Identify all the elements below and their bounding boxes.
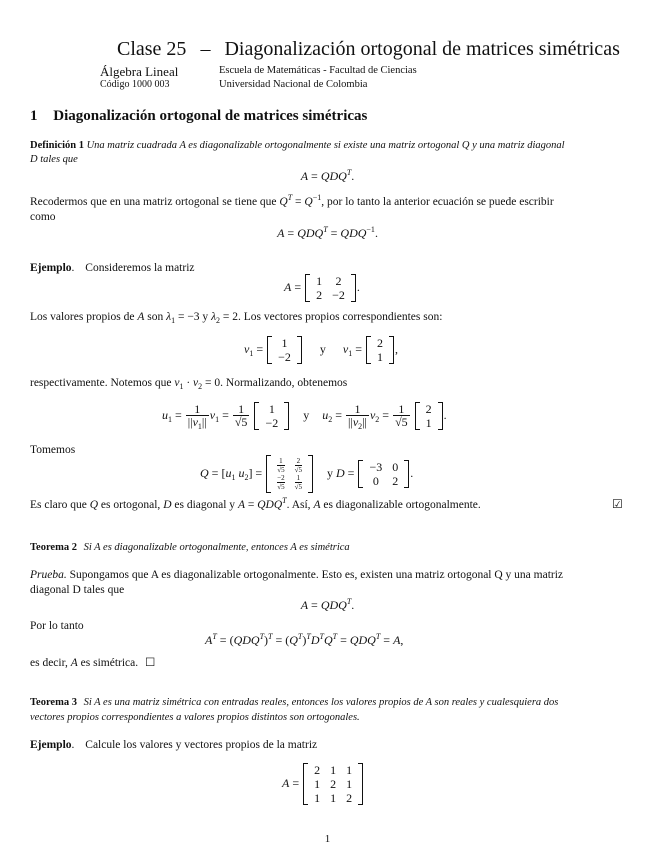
example-2-intro: Ejemplo. Calcule los valores y vectores propios de la matriz xyxy=(30,739,318,751)
proof-equation-2: $A^T = (QDQ^T)^T = (Q^T)^TD^TQ^T = QDQ^T = A$, xyxy=(205,632,404,647)
por-lo-tanto: Por lo tanto xyxy=(30,620,84,632)
recall-paragraph xyxy=(30,193,554,208)
vector-u2-components: 2 1 xyxy=(414,402,444,430)
tomemos-text: Tomemos xyxy=(30,444,76,456)
definition-1 xyxy=(30,140,565,151)
proof-text-2: diagonal D tales que xyxy=(30,584,125,596)
qed-icon: ☐ xyxy=(145,657,156,669)
theorem-3-text-1: Si A es una matriz simétrica con entradas reales, entonces los valores propios de A son reales y cualesquiera dos xyxy=(83,697,559,708)
check-icon: ☑ xyxy=(612,497,623,511)
recall-text-b: por lo tanto la anterior ecuación se puede escribir xyxy=(327,196,554,208)
vector-u1-components: 1 −2 xyxy=(253,402,290,430)
section-heading xyxy=(30,108,367,125)
Q-and-D-matrices: $Q = [u_1$ $u_2$] = $\frac{1}{√5}$ $\frac{2}{√5}$ $\frac{-2}{√5}$ $\frac{1}{√5}$ y D = −3 0 0 2 . xyxy=(200,457,414,491)
course-name: Álgebra Lineal xyxy=(100,64,179,79)
recall-inline-math: $Q^T = Q^{-1}$, xyxy=(279,193,325,208)
example-label: Ejemplo xyxy=(30,262,72,274)
respectively-text: respectivamente. Notemos que $v_1 \cdot v_2 = 0$. Normalizando, obtenemos xyxy=(30,377,348,391)
matrix-3x3: 2 1 1 1 2 1 1 1 2 xyxy=(302,763,364,805)
section-title: Diagonalización ortogonal de matrices simétricas xyxy=(53,108,368,124)
definition-equation: $A = QDQ^T$. xyxy=(300,168,355,183)
title-class: Clase 25 xyxy=(117,38,187,60)
theorem-3-text-2: vectores propios correspondientes a valores propios distintos son ortogonales. xyxy=(30,712,360,723)
eigenvalues-text: Los valores propios de A son $\lambda_1 = -3$ y $\lambda_2 = 2$. Los vectores propios correspondientes son: xyxy=(30,311,443,325)
section-number: 1 xyxy=(30,108,38,124)
matrix-A: 1 2 2 −2 xyxy=(304,274,357,302)
recall-equation: $A = QDQ^T = QDQ^{-1}$. xyxy=(277,225,378,240)
es-decir: es decir, A es simétrica. ☐ xyxy=(30,657,156,669)
eigenvectors: $v_1$ = 1 −2 y $v_1$ = 2 1 , xyxy=(244,336,398,364)
proof-equation-1: $A = QDQ^T$. xyxy=(300,597,355,612)
university-name: Universidad Nacional de Colombia xyxy=(219,79,368,90)
theorem-2-label: Teorema 2 xyxy=(30,542,77,553)
recall-text-a: Recodermos que en una matriz ortogonal se tiene que xyxy=(30,196,277,208)
normalized-vectors: $u_1$ = $\frac{1}{||v_1||}$ $v_1$ = $\frac{1}{√5}$ 1 −2 y $u_2$ = $\frac{1}{||v_2||}$ $v_2$ = $\frac{1}{√5}$ 2 1 . xyxy=(162,402,447,431)
example-intro-text: Consideremos la matriz xyxy=(85,262,195,274)
course-code: Código 1000 003 xyxy=(100,79,170,90)
theorem-3 xyxy=(30,697,558,708)
example-2-text: Calcule los valores y vectores propios de la matriz xyxy=(85,739,318,751)
example-1-conclusion: Es claro que Q es ortogonal, D es diagonal y $A = QDQ^T$. Así, A es diagonalizable ortogonalmente. xyxy=(30,496,481,511)
theorem-2-text: Si A es diagonalizable ortogonalmente, entonces A es simétrica xyxy=(83,542,350,553)
title xyxy=(117,38,620,61)
theorem-2 xyxy=(30,542,350,553)
example-2-label: Ejemplo xyxy=(30,739,72,751)
proof-line-1 xyxy=(30,569,563,581)
matrix-Q: $\frac{1}{√5}$ $\frac{2}{√5}$ $\frac{-2}{√5}$ $\frac{1}{√5}$ xyxy=(265,455,314,493)
page-number: 1 xyxy=(324,833,331,845)
example-1-intro: Ejemplo. Consideremos la matriz xyxy=(30,262,195,274)
definition-text: Una matriz cuadrada A es diagonalizable ortogonalmente si existe una matriz ortogonal Q y una matriz diagonal xyxy=(86,140,565,151)
title-dash: – xyxy=(200,38,211,60)
recall-text-2: como xyxy=(30,211,56,223)
matrix-D: −3 0 0 2 xyxy=(357,460,410,488)
and-word: y xyxy=(319,341,326,356)
proof-text-1: Supongamos que A es diagonalizable ortogonalmente. Esto es, existen una matriz ortogonal Q y una matriz xyxy=(69,569,564,581)
proof-label: Prueba. xyxy=(30,569,67,581)
theorem-3-label: Teorema 3 xyxy=(30,697,77,708)
example-2-matrix-equation: A = 2 1 1 1 2 1 1 1 2 xyxy=(282,763,364,805)
school-name: Escuela de Matemáticas - Facultad de Ciencias xyxy=(219,65,417,76)
title-subtitle: Diagonalización ortogonal de matrices simétricas xyxy=(224,38,620,60)
vector-v1: 1 −2 xyxy=(266,336,303,364)
example-1-matrix-equation: A = 1 2 2 −2 . xyxy=(284,274,360,302)
definition-label: Definición 1 xyxy=(30,140,84,151)
vector-v2: 2 1 xyxy=(365,336,395,364)
definition-text-2: D tales que xyxy=(30,154,78,165)
